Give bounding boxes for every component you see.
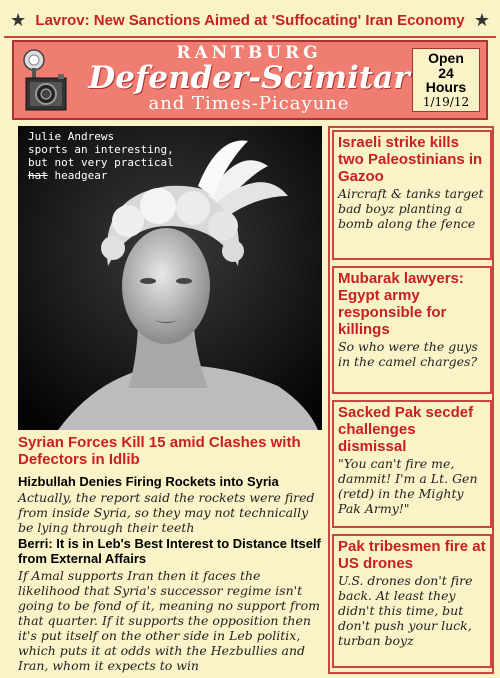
side-story-blurb: U.S. drones don't fire back. At least they didn't this time, but don't push your luck, turban boyz (338, 573, 473, 648)
side-story-blurb: So who were the guys in the camel charges? (338, 339, 478, 369)
side-story-headline[interactable]: Sacked Pak secdef challenges dismissal (338, 404, 474, 455)
masthead-paper-name: Defender-Scimitar (88, 60, 410, 96)
caption-line: Julie Andrews (28, 130, 115, 143)
sub-headline-link[interactable]: Berri: It is in Leb's Best Interest to Distance Itself from External Affairs (18, 536, 321, 566)
star-icon: ★ (10, 10, 27, 31)
main-article (14, 126, 322, 672)
side-story-card[interactable] (332, 400, 492, 528)
caption-line (28, 169, 208, 182)
camera-icon (20, 48, 70, 114)
side-story-card[interactable] (332, 130, 492, 260)
side-story-card[interactable] (332, 534, 492, 668)
side-story-card[interactable] (332, 266, 492, 394)
hours-number: 24 (438, 65, 454, 81)
side-story-blurb: "You can't fire me, dammit! I'm a Lt. Gen (retd) in the Mighty Pak Army!" (338, 456, 478, 516)
photo-caption (28, 130, 208, 182)
masthead-date: 1/19/12 (422, 95, 470, 109)
top-headline-link[interactable]: Lavrov: New Sanctions Aimed at 'Suffocating' Iran Economy (35, 11, 465, 29)
caption-line-rest: headgear (47, 169, 108, 182)
open-label: Open (428, 50, 464, 66)
sidebar (328, 126, 494, 674)
article-blurb: Actually, the report said the rockets were fired from inside Syria, so they may not technically be lying through their teeth (18, 490, 315, 535)
star-icon: ★ (473, 10, 490, 31)
side-story-blurb: Aircraft & tanks target bad boyz planting a bomb along the fence (338, 186, 484, 231)
masthead-subname: and Times-Picayune (148, 93, 350, 114)
caption-strike-word: hat (28, 169, 48, 182)
masthead-title-block (84, 44, 414, 118)
side-story-headline[interactable]: Pak tribesmen fire at US drones (338, 538, 486, 572)
caption-line: but not very practical (28, 156, 174, 169)
feature-photo[interactable] (18, 126, 322, 430)
side-story-headline[interactable]: Israeli strike kills two Paleostinians in Gazoo (338, 134, 483, 185)
masthead[interactable] (12, 40, 488, 120)
side-story-headline[interactable]: Mubarak lawyers: Egypt army responsible for killings (338, 270, 464, 338)
top-banner (4, 4, 496, 38)
main-headline-link[interactable]: Syrian Forces Kill 15 amid Clashes with Defectors in Idlib (18, 434, 301, 468)
masthead-rantburg: RANTBURG (176, 43, 322, 63)
sub-headline-link[interactable]: Hizbullah Denies Firing Rockets into Syria (18, 474, 279, 489)
article-blurb: If Amal supports Iran then it faces the likelihood that Syria's successor regime isn't going to be fond of it, meaning no support from that quarter. If it supports the opposition then it's put itself on the other side in Leb politix, which puts it at odds with the Hezbullies and Iran, whom it expects to win (18, 568, 320, 673)
caption-line: sports an interesting, (28, 143, 174, 156)
hours-box (412, 48, 480, 112)
hours-label: Hours (425, 79, 467, 95)
